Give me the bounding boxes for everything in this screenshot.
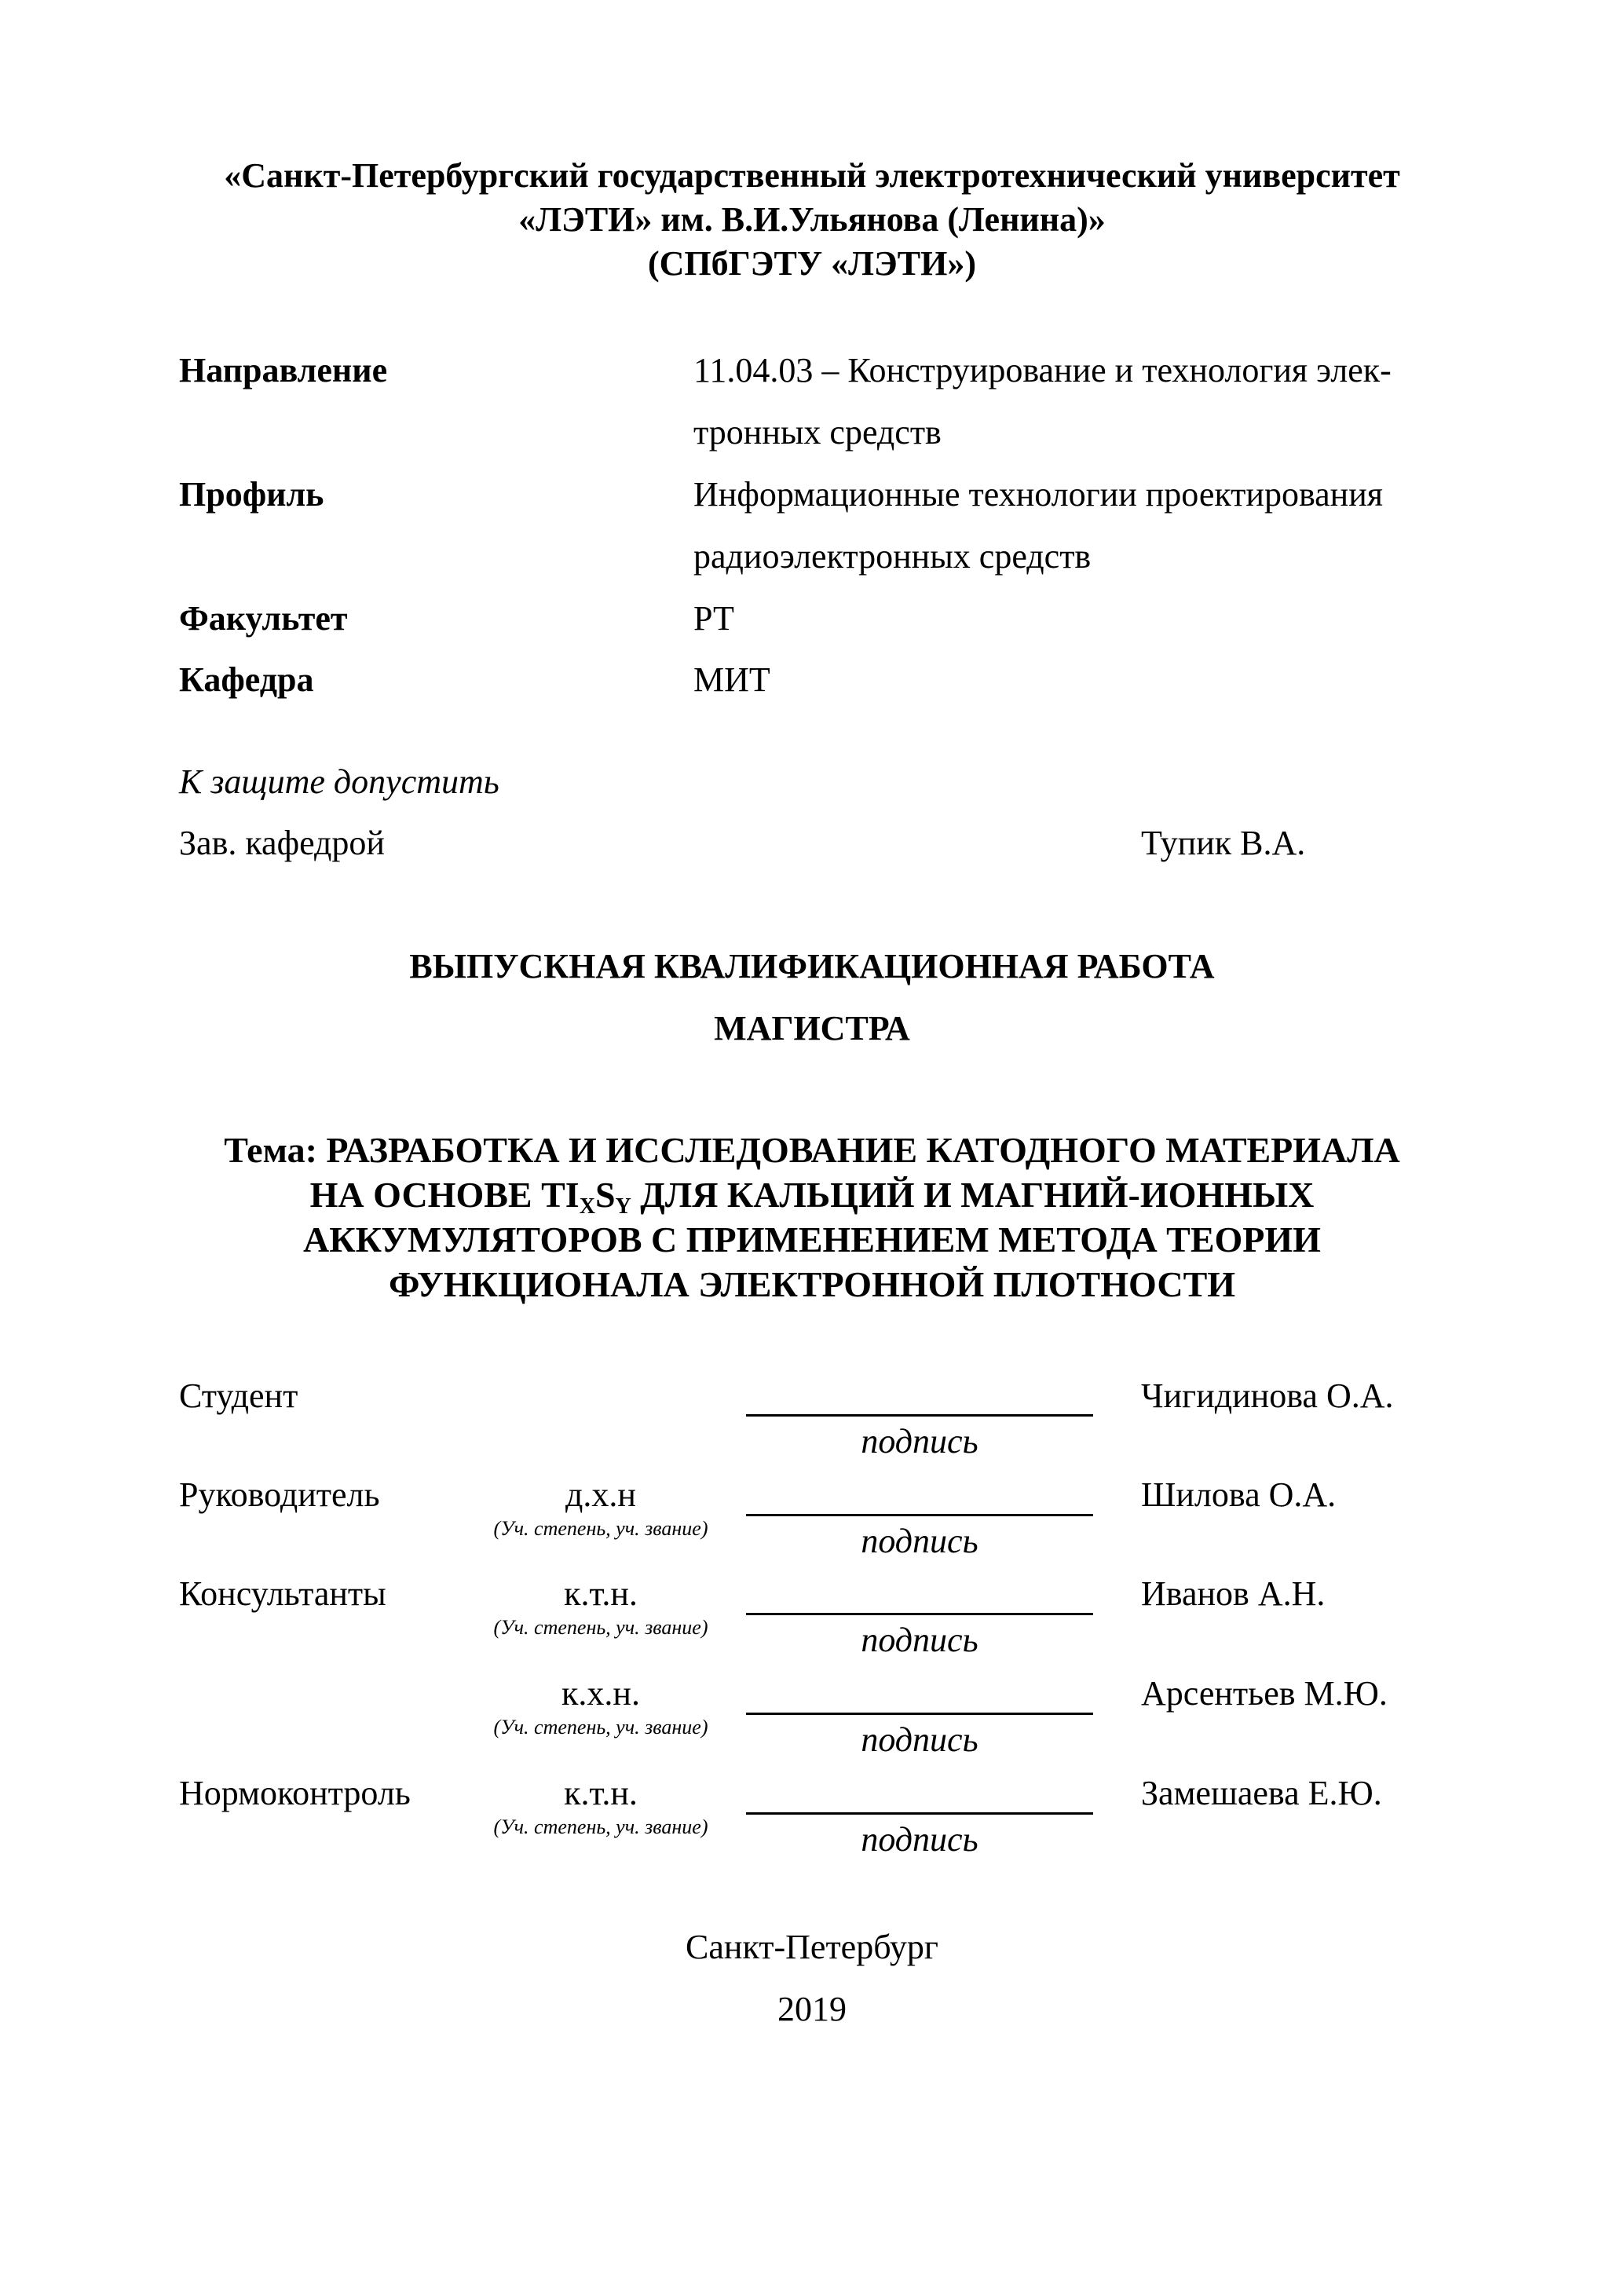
degree-consultant-1: к.т.н. — [564, 1574, 638, 1613]
signature-line-consultant-1 — [746, 1613, 1093, 1615]
degree-supervisor: д.х.н — [565, 1475, 636, 1514]
signature-line-norm-control — [746, 1812, 1093, 1815]
signature-line-student — [746, 1414, 1093, 1417]
name-supervisor: Шилова О.А. — [1141, 1475, 1337, 1514]
department-label: Кафедра — [179, 660, 314, 699]
topic-line2-post: ДЛЯ КАЛЬЦИЙ И МАГНИЙ-ИОННЫХ — [631, 1175, 1315, 1215]
topic-line3: АККУМУЛЯТОРОВ С ПРИМЕНЕНИЕМ МЕТОДА ТЕОРИИ — [303, 1219, 1321, 1260]
degree-hint-consultant-2: (Уч. степень, уч. звание) — [493, 1716, 708, 1738]
signature-hint-consultant-2: подпись — [861, 1720, 978, 1759]
city: Санкт-Петербург — [686, 1928, 938, 1966]
topic-subscript-y: Y — [615, 1194, 631, 1219]
faculty-label: Факультет — [179, 599, 348, 638]
signature-hint-consultant-1: подпись — [861, 1621, 978, 1659]
role-student: Студент — [179, 1377, 298, 1415]
name-consultant-2: Арсентьев М.Ю. — [1141, 1674, 1388, 1713]
university-name-line1: «Санкт-Петербургский государственный электротехнический университет — [224, 156, 1400, 195]
signature-hint-norm-control: подпись — [861, 1820, 978, 1859]
topic-line1: Тема: РАЗРАБОТКА И ИССЛЕДОВАНИЕ КАТОДНОГО МАТЕРИАЛА — [224, 1130, 1400, 1170]
name-consultant-1: Иванов А.Н. — [1141, 1574, 1326, 1613]
university-name-line2: «ЛЭТИ» им. В.И.Ульянова (Ленина)» — [518, 200, 1106, 239]
signature-hint-supervisor: подпись — [861, 1522, 978, 1560]
name-student: Чигидинова О.А. — [1141, 1377, 1394, 1415]
degree-norm-control: к.т.н. — [564, 1774, 638, 1812]
topic-line4: ФУНКЦИОНАЛА ЭЛЕКТРОННОЙ ПЛОТНОСТИ — [388, 1264, 1236, 1304]
department-value: МИТ — [693, 660, 770, 699]
head-of-department-name: Тупик В.А. — [1141, 824, 1306, 862]
topic-line2-pre: НА ОСНОВЕ TI — [309, 1175, 580, 1215]
university-abbreviation: (СПбГЭТУ «ЛЭТИ») — [648, 244, 976, 283]
profile-label: Профиль — [179, 475, 324, 514]
head-of-department-label: Зав. кафедрой — [179, 824, 385, 862]
direction-value-line2: тронных средств — [693, 413, 942, 452]
signature-hint-student: подпись — [861, 1422, 978, 1461]
topic-subscript-x: X — [579, 1194, 595, 1219]
direction-value-line1: 11.04.03 – Конструирование и технология элек- — [693, 351, 1392, 389]
topic-line2-mid: S — [594, 1175, 616, 1215]
year: 2019 — [777, 1990, 847, 2028]
degree-consultant-2: к.х.н. — [561, 1674, 640, 1713]
direction-label: Направление — [179, 351, 388, 389]
work-title-line2: МАГИСТРА — [714, 1009, 910, 1047]
work-title-line1: ВЫПУСКНАЯ КВАЛИФИКАЦИОННАЯ РАБОТА — [409, 947, 1215, 985]
role-consultants: Консультанты — [179, 1574, 386, 1613]
signature-line-consultant-2 — [746, 1713, 1093, 1715]
signature-line-supervisor — [746, 1514, 1093, 1516]
role-supervisor: Руководитель — [179, 1475, 380, 1514]
profile-value-line2: радиоэлектронных средств — [693, 537, 1092, 576]
degree-hint-norm-control: (Уч. степень, уч. звание) — [493, 1815, 708, 1838]
faculty-value: РТ — [693, 599, 734, 638]
role-norm-control: Нормоконтроль — [179, 1774, 411, 1812]
degree-hint-consultant-1: (Уч. степень, уч. звание) — [493, 1616, 708, 1639]
degree-hint-supervisor: (Уч. степень, уч. звание) — [493, 1517, 708, 1540]
profile-value-line1: Информационные технологии проектирования — [693, 475, 1384, 514]
name-norm-control: Замешаева Е.Ю. — [1141, 1774, 1382, 1812]
admit-to-defense: К защите допустить — [179, 762, 499, 801]
